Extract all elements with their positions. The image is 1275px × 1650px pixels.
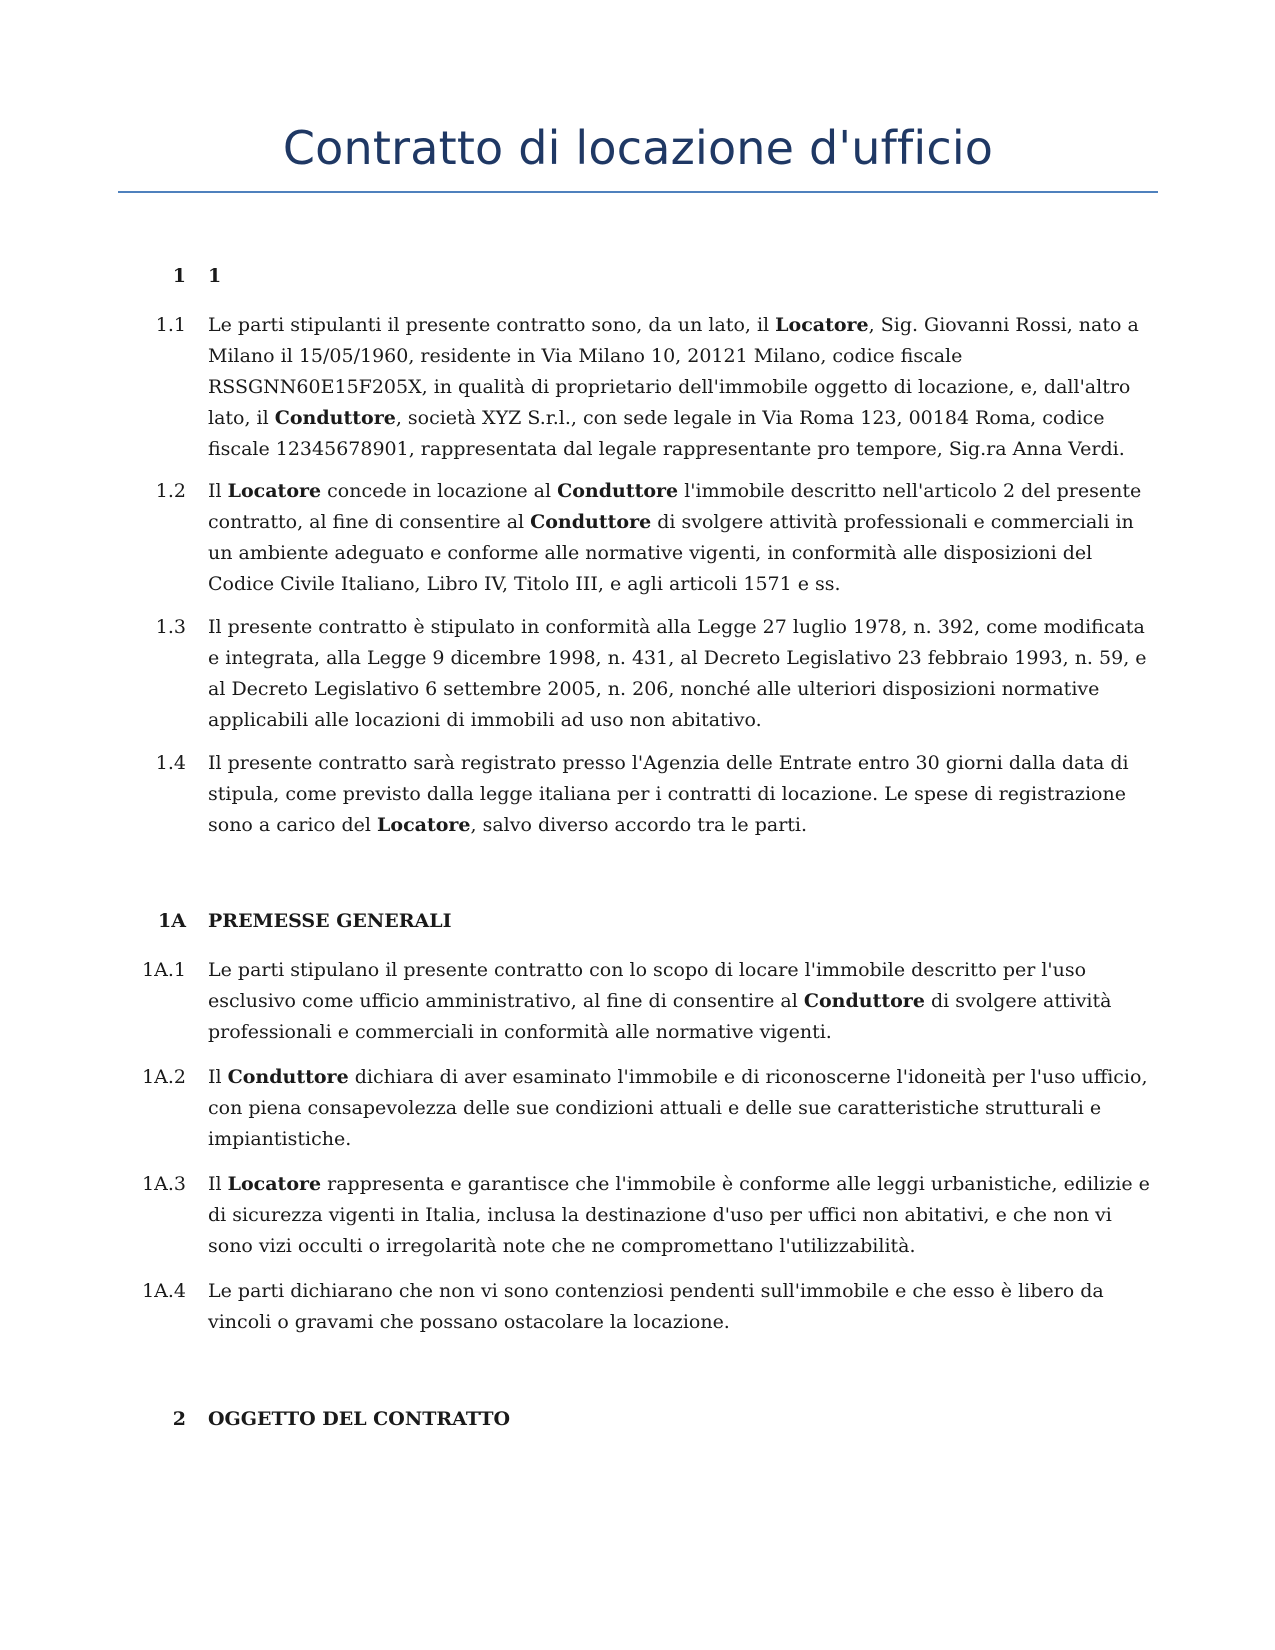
clause-text <box>208 1276 1158 1338</box>
clause-text-run: Il <box>208 1066 228 1088</box>
section-number: 2 <box>172 1408 186 1430</box>
section-heading <box>118 1404 1158 1434</box>
clause <box>118 1169 1158 1262</box>
section-number: 1 <box>172 265 186 287</box>
clause <box>118 955 1158 1048</box>
clause-text <box>208 1062 1158 1155</box>
document-title: Contratto di locazione d'ufficio <box>282 121 994 175</box>
clause-text-run: , società XYZ S.r.l., con sede legale in Via Roma 123, 00184 Roma, codice fiscale 12345678901, rappresentata dal legale rappresentante pro tempore, Sig.ra Anna Verdi. <box>208 407 1125 460</box>
clause-text <box>208 955 1158 1048</box>
party-name: Conduttore <box>530 511 652 533</box>
party-name: Locatore <box>775 314 869 336</box>
clause-text <box>208 310 1158 465</box>
clause-text-run: , salvo diverso accordo tra le parti. <box>470 814 808 836</box>
party-name: Conduttore <box>803 990 925 1012</box>
clause-text-run: Le parti stipulanti il presente contratto sono, da un lato, il <box>208 314 776 336</box>
clause <box>118 1276 1158 1338</box>
section-title: PREMESSE GENERALI <box>208 910 452 932</box>
clause-text-run: dichiara di aver esaminato l'immobile e di riconoscerne l'idoneità per l'uso ufficio, con piena consapevolezza delle sue condizioni attuali e delle sue caratteristiche strutturali e impiantistiche. <box>208 1066 1148 1150</box>
section-heading <box>118 906 1158 936</box>
title-underline <box>118 191 1158 193</box>
clause-text <box>208 612 1158 736</box>
clause-text <box>208 748 1158 841</box>
party-name: Conduttore <box>274 407 396 429</box>
party-name: Conduttore <box>227 1066 349 1088</box>
clause-text-run: Il <box>208 480 228 502</box>
clause-number: 1A.4 <box>142 1280 186 1302</box>
section-title: OGGETTO DEL CONTRATTO <box>208 1408 511 1430</box>
clause <box>118 1062 1158 1155</box>
clause-text <box>208 1169 1158 1262</box>
clause-text-run: l'immobile descritto nell'articolo 2 del presente contratto, al fine di consentire al <box>208 480 1142 533</box>
clause-number: 1.2 <box>155 480 186 502</box>
party-name: Locatore <box>377 814 471 836</box>
clause-number: 1A.2 <box>142 1066 186 1088</box>
party-name: Locatore <box>227 480 322 502</box>
section-number: 1A <box>158 910 186 932</box>
party-name: Conduttore <box>557 480 679 502</box>
clause-text-run: Le parti stipulano il presente contratto con lo scopo di locare l'immobile descritto per l'uso esclusivo come ufficio amministrativo, al fine di consentire al <box>208 959 1087 1012</box>
section-title: 1 <box>208 265 222 287</box>
clause-text-run: rappresenta e garantisce che l'immobile è conforme alle leggi urbanistiche, edilizie e di sicurezza vigenti in Italia, inclusa la destinazione d'uso per uffici non abitativi, e che non vi sono vizi occulti o irregolarità note che ne compromettano l'utilizzabilità. <box>208 1173 1150 1257</box>
clause-text-run: Le parti dichiarano che non vi sono contenziosi pendenti sull'immobile e che esso è libero da vincoli o gravami che possano ostacolare la locazione. <box>208 1280 1104 1333</box>
clause-text-run: Il presente contratto è stipulato in conformità alla Legge 27 luglio 1978, n. 392, come modificata e integrata, alla Legge 9 dicembre 1998, n. 431, al Decreto Legislativo 23 febbraio 1993, n. 59, e al Decreto Legislativo 6 settembre 2005, n. 206, nonché alle ulteriori disposizioni normative applicabili alle locazioni di immobili ad uso non abitativo. <box>208 616 1147 731</box>
clause-number: 1.4 <box>155 752 186 774</box>
clause-text-run: di svolgere attività professionali e commerciali in conformità alle normative vigenti. <box>208 990 1112 1043</box>
clause-text-run: , Sig. Giovanni Rossi, nato a Milano il 15/05/1960, residente in Via Milano 10, 20121 Milano, codice fiscale RSSGNN60E15F205X, in qualità di proprietario dell'immobile oggetto di locazione, e, dall'altro lato, il <box>208 314 1139 429</box>
clause <box>118 310 1158 465</box>
section-heading <box>118 261 1158 291</box>
clause-number: 1A.3 <box>142 1173 186 1195</box>
clause <box>118 748 1158 841</box>
clause-number: 1.1 <box>155 314 186 336</box>
clause <box>118 612 1158 736</box>
clause-number: 1.3 <box>155 616 186 638</box>
party-name: Locatore <box>227 1173 322 1195</box>
clause <box>118 476 1158 600</box>
clause-text-run: Il <box>208 1173 228 1195</box>
clause-text-run: Il presente contratto sarà registrato presso l'Agenzia delle Entrate entro 30 giorni dalla data di stipula, come previsto dalla legge italiana per i contratti di locazione. Le spese di registrazione sono a carico del <box>208 752 1129 836</box>
clause-text-run: concede in locazione al <box>321 480 558 502</box>
clause-text <box>208 476 1158 600</box>
clause-text-run: di svolgere attività professionali e commerciali in un ambiente adeguato e conforme alle normative vigenti, in conformità alle disposizioni del Codice Civile Italiano, Libro IV, Titolo III, e agli articoli 1571 e ss. <box>208 511 1134 595</box>
clause-number: 1A.1 <box>142 959 186 981</box>
